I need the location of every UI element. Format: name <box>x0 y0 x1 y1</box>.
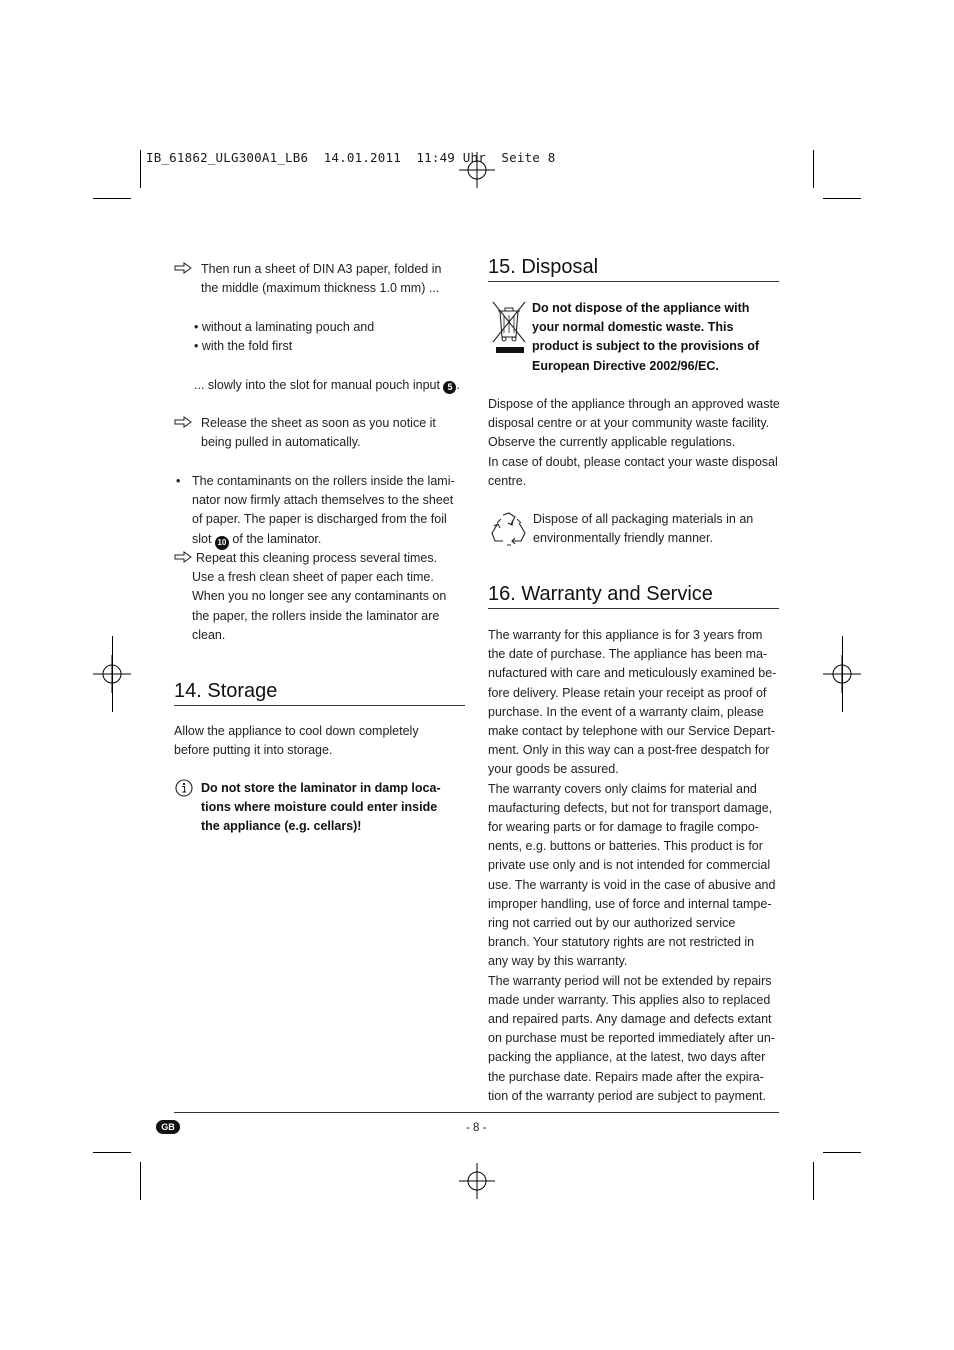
warranty-line: on purchase must be reported immediately after un- <box>488 1031 775 1046</box>
step-release-sheet: Release the sheet as soon as you notice it being pulled in automatically. <box>201 416 436 450</box>
warranty-line: the date of purchase. The appliance has been ma- <box>488 647 768 662</box>
registration-mark-icon <box>459 1163 495 1199</box>
section-rule <box>488 281 779 282</box>
packaging-text: Dispose of all packaging materials in an environmentally friendly manner. <box>533 512 754 546</box>
warranty-line: for wearing parts or for damage to fragile compo- <box>488 820 759 835</box>
warranty-line: The warranty covers only claims for material and <box>488 781 757 796</box>
warranty-line: The warranty for this appliance is for 3 years from <box>488 628 763 642</box>
storage-warning: Do not store the laminator in damp loca- tions where moisture could enter inside the appliance (e.g. cellars)! <box>201 781 441 834</box>
section-title-storage: 14. Storage <box>174 680 278 702</box>
crossed-out-wheelie-bin-icon <box>490 299 528 355</box>
warranty-line: any way by this warranty. <box>488 954 628 969</box>
warranty-line: private use only and is not intended for commercial <box>488 858 771 873</box>
ref-number-10: 10 <box>215 536 229 550</box>
ref-number-5: 5 <box>443 381 456 394</box>
footer-rule <box>174 1112 779 1113</box>
warranty-line: your goods be assured. <box>488 762 619 777</box>
info-icon <box>175 779 193 797</box>
warranty-line: ment. Only in this way can a post-free despatch for <box>488 743 770 758</box>
recycling-icon <box>489 511 529 549</box>
crop-mark <box>93 1152 131 1153</box>
disposal-text: Dispose of the appliance through an approved waste disposal centre or at your community waste facility. Observe the currently applicable regulations. In case of doubt, please contact your waste disposal centre. <box>488 397 780 488</box>
crop-mark <box>112 636 113 712</box>
warranty-line: fore delivery. Please retain your receipt as proof of <box>488 685 767 700</box>
disposal-warning: Do not dispose of the appliance with your normal domestic waste. This product is subject to the provisions of European Directive 2002/96/EC. <box>532 301 760 373</box>
warranty-line: and repaired parts. Any damage and defects extant <box>488 1012 772 1027</box>
warranty-line: The warranty period will not be extended by repairs <box>488 973 772 988</box>
warranty-line: use. The warranty is void in the case of abusive and <box>488 877 776 892</box>
storage-text: Allow the appliance to cool down completely before putting it into storage. <box>174 724 419 758</box>
warranty-line: tion of the warranty period are subject to payment. <box>488 1088 766 1103</box>
arrow-right-icon <box>174 416 192 428</box>
crop-mark <box>93 198 131 199</box>
warranty-line: nufactured with care and meticulously examined be- <box>488 666 777 681</box>
warranty-line: maufacturing defects, but not for transport damage, <box>488 800 773 815</box>
warranty-line: ring not carried out by our authorized service <box>488 916 736 931</box>
crop-mark <box>813 150 814 188</box>
warranty-line: made under warranty. This applies also to replaced <box>488 992 771 1007</box>
bullet-list: • without a laminating pouch and • with the fold first <box>194 320 375 354</box>
warranty-line: branch. Your statutory rights are not restricted in <box>488 935 755 950</box>
country-badge: GB <box>156 1120 180 1134</box>
crop-mark <box>842 636 843 712</box>
section-rule <box>488 608 779 609</box>
section-title-warranty: 16. Warranty and Service <box>488 583 713 605</box>
warranty-line: improper handling, use of force and internal tampe- <box>488 896 772 911</box>
arrow-right-icon <box>174 551 192 563</box>
crop-mark <box>823 1152 861 1153</box>
warranty-line: make contact by telephone with our Service Depart- <box>488 724 775 739</box>
warranty-line: nents, e.g. buttons or batteries. This product is for <box>488 839 763 854</box>
warranty-line: the purchase date. Repairs made after the expira- <box>488 1069 764 1084</box>
warranty-line: purchase. In the event of a warranty claim, please <box>488 704 764 719</box>
arrow-right-icon <box>174 262 192 274</box>
page-number: - 8 - <box>466 1122 487 1134</box>
print-slug: IB_61862_ULG300A1_LB6 14.01.2011 11:49 Uhr Seite 8 <box>146 150 556 165</box>
warranty-text <box>488 626 776 1106</box>
crop-mark <box>813 1162 814 1200</box>
section-rule <box>174 705 465 706</box>
section-title-disposal: 15. Disposal <box>488 256 599 278</box>
bullet-mark: • <box>176 474 181 488</box>
contaminants-note: The contaminants on the rollers inside the lami- nator now firmly attach themselves to the sheet of paper. The paper is discharged from the foil slot 10 of the laminator. <box>192 472 455 550</box>
crop-mark <box>140 150 141 188</box>
step-slowly: ... slowly into the slot for manual pouch input 5 . <box>194 378 460 392</box>
step-run-paper: Then run a sheet of DIN A3 paper, folded in the middle (maximum thickness 1.0 mm) ... <box>201 262 442 296</box>
crop-mark <box>823 198 861 199</box>
crop-mark <box>140 1162 141 1200</box>
warranty-line: packing the appliance, at the latest, two days after <box>488 1050 766 1065</box>
step-repeat-cleaning: Repeat this cleaning process several times. Use a fresh clean sheet of paper each time. When you no longer see any contaminants on the paper, the rollers inside the laminator are clean. <box>192 551 447 642</box>
